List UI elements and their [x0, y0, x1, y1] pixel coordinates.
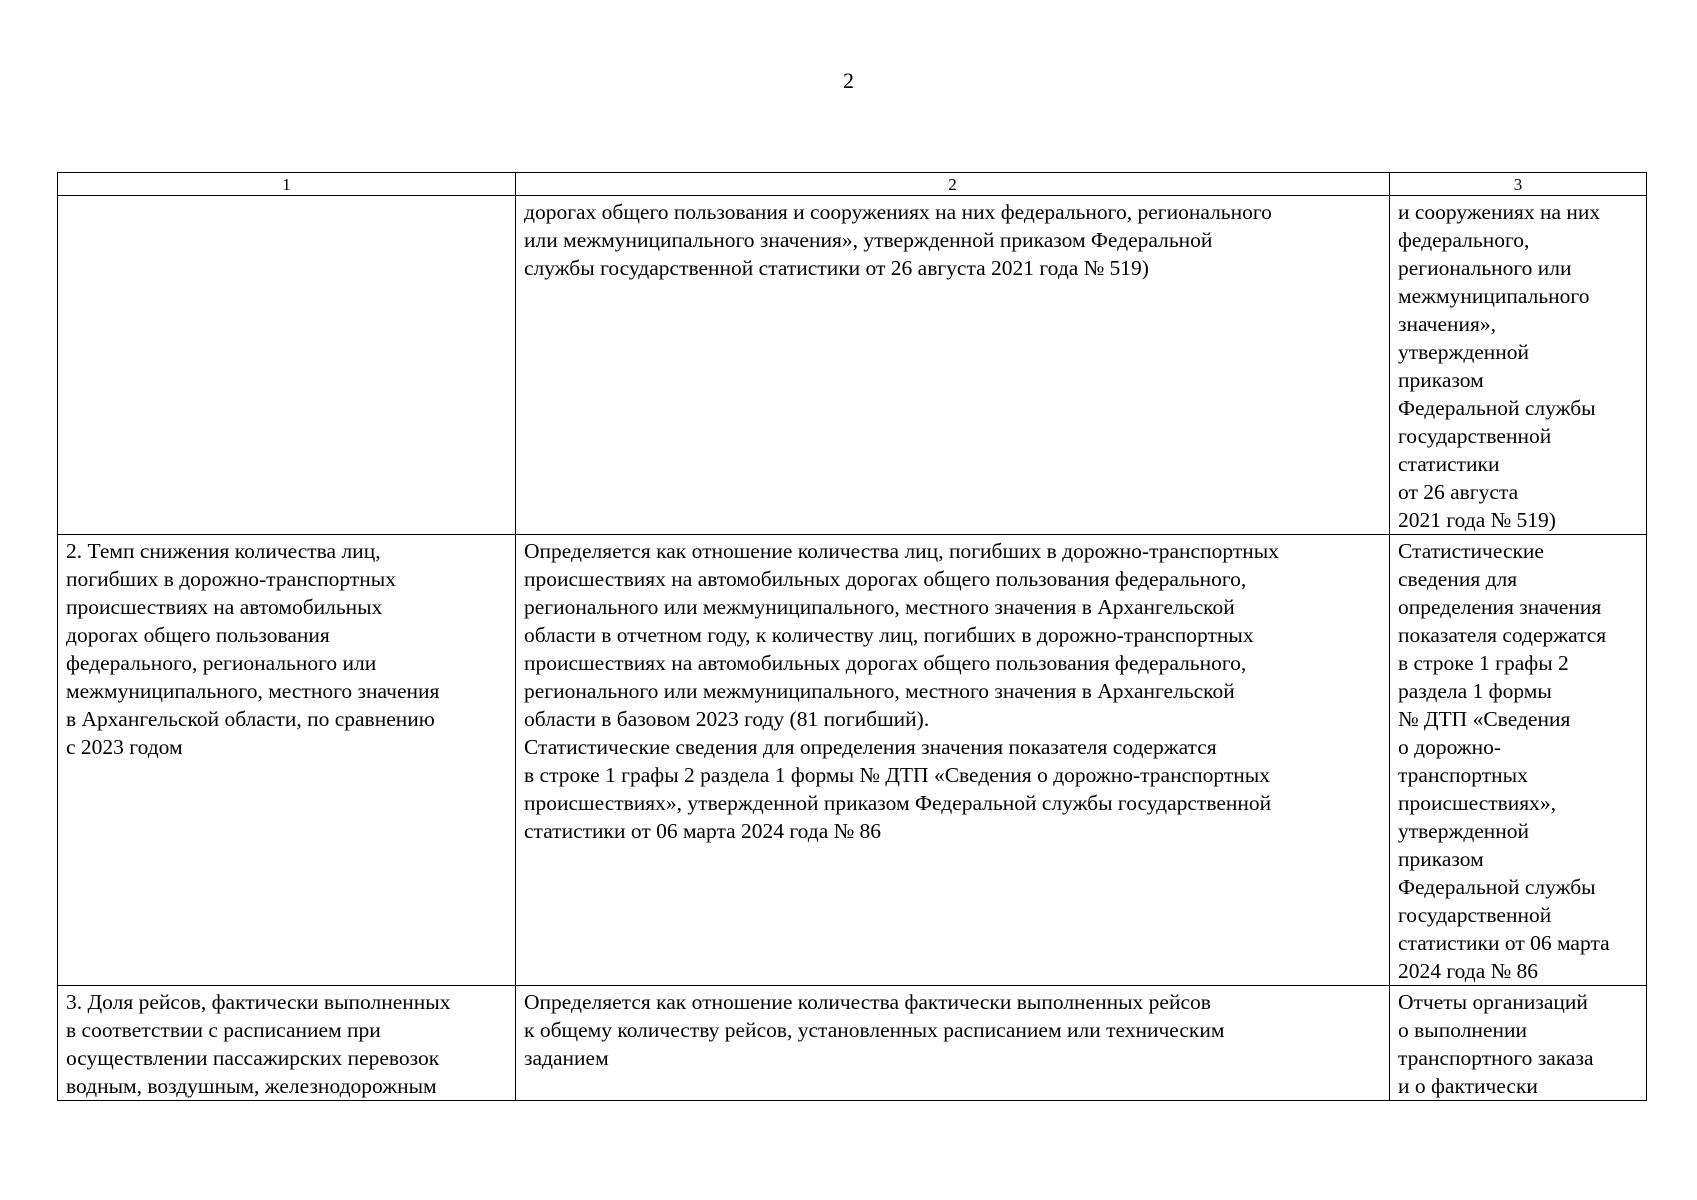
calculation-method-cell	[516, 196, 1390, 535]
page-number: 2	[843, 68, 854, 93]
table-row	[58, 986, 1647, 1101]
cell-text: Определяется как отношение количества лиц, погибших в дорожно-транспортных происшествиях на автомобильных дорогах общего пользования федерального, регионального или межмуниципального, местного значения в Архангельской области в отчетном году, к количеству лиц, погибших в дорожно-транспортных происшествиях на автомобильных дорогах общего пользования федерального, регионального или межмуниципального, местного значения в Архангельской области в базовом 2023 году (81 погибший). Статистические сведения для определения значения показателя содержатся в строке 1 графы 2 раздела 1 формы № ДТП «Сведения о дорожно-транспортных происшествиях», утвержденной приказом Федеральной службы государственной статистики от 06 марта 2024 года № 86	[524, 539, 1279, 843]
table-header-row	[58, 173, 1647, 196]
cell-text: Отчеты организаций о выполнении транспортного заказа и о фактически	[1398, 990, 1594, 1098]
table-row	[58, 535, 1647, 986]
data-source-cell	[1390, 535, 1647, 986]
cell-text: Статистические сведения для определения значения показателя содержатся в строке 1 графы 2 раздела 1 формы № ДТП «Сведения о дорожно- транспортных происшествиях», утвержденной приказом Федеральной службы государственной статистики от 06 марта 2024 года № 86	[1398, 539, 1610, 983]
table-row	[58, 196, 1647, 535]
indicator-table	[57, 172, 1647, 1101]
data-source-cell	[1390, 986, 1647, 1101]
column-header-3: 3	[1390, 173, 1647, 196]
calculation-method-cell	[516, 535, 1390, 986]
column-header-2: 2	[516, 173, 1390, 196]
cell-text: 3. Доля рейсов, фактически выполненных в соответствии с расписанием при осуществлении пассажирских перевозок водным, воздушным, железнодорожным	[66, 990, 451, 1098]
indicator-name-cell	[58, 986, 516, 1101]
indicator-name-cell	[58, 535, 516, 986]
calculation-method-cell	[516, 986, 1390, 1101]
cell-text: дорогах общего пользования и сооружениях на них федерального, регионального или межмуниципального значения», утвержденной приказом Федеральной службы государственной статистики от 26 августа 2021 года № 519)	[524, 200, 1272, 280]
column-header-1: 1	[58, 173, 516, 196]
cell-text: 2. Темп снижения количества лиц, погибших в дорожно-транспортных происшествиях на автомобильных дорогах общего пользования федерального, регионального или межмуниципального, местного значения в Архангельской области, по сравнению с 2023 годом	[66, 539, 440, 759]
indicator-name-cell	[58, 196, 516, 535]
cell-text: Определяется как отношение количества фактически выполненных рейсов к общему количеству рейсов, установленных расписанием или техническим заданием	[524, 990, 1225, 1070]
cell-text: и сооружениях на них федерального, регионального или межмуниципального значения», утвержденной приказом Федеральной службы государственной статистики от 26 августа 2021 года № 519)	[1398, 200, 1601, 532]
data-source-cell	[1390, 196, 1647, 535]
